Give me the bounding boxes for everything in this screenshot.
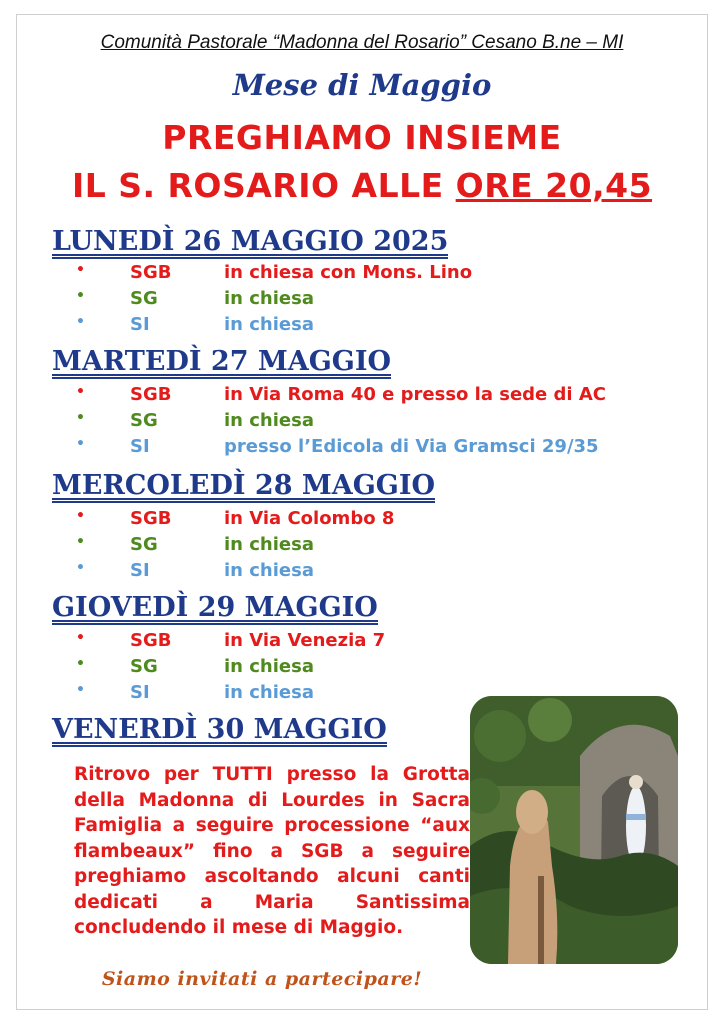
headline-pray-together: PREGHIAMO INSIEME [162, 118, 562, 157]
parish-code: SI [130, 560, 150, 581]
day-title-tuesday [52, 346, 391, 377]
location: in chiesa [224, 682, 314, 703]
parish-code: SI [130, 314, 150, 335]
headline-rosary-hour: ORE 20,45 [455, 166, 653, 205]
location: in chiesa [224, 534, 314, 555]
parish-code: SGB [130, 508, 172, 529]
parish-code: SG [130, 656, 158, 677]
location: in chiesa [224, 560, 314, 581]
day-title-wednesday [52, 470, 435, 501]
day-title-friday [52, 714, 387, 745]
friday-description: Ritrovo per TUTTI presso la Grotta della Madonna di Lourdes in Sacra Famiglia a seguire processione “aux flambeaux” fino a SGB a seguire preghiamo ascoltando alcuni canti dedicati a Maria Santissima concludendo il mese di Maggio. [74, 764, 470, 938]
parish-code: SG [130, 288, 158, 309]
invitation-text: Siamo invitati a partecipare! [101, 968, 423, 990]
headline-rosary-time [0, 166, 724, 205]
parish-code: SG [130, 534, 158, 555]
bullet: • [76, 656, 85, 672]
bullet: • [76, 508, 85, 524]
bullet: • [76, 288, 85, 304]
headline-rosary-prefix: IL S. ROSARIO ALLE [71, 166, 456, 205]
location: in chiesa con Mons. Lino [224, 262, 473, 283]
bullet: • [76, 436, 85, 452]
community-name: Comunità Pastorale “Madonna del Rosario” Cesano B.ne – MI [100, 32, 624, 53]
location: in chiesa [224, 288, 314, 309]
title-underline [52, 254, 448, 259]
parish-code: SG [130, 410, 158, 431]
title-underline [52, 374, 391, 379]
parish-code: SI [130, 682, 150, 703]
title-underline [52, 498, 435, 503]
title-underline [52, 620, 378, 625]
day-title-text: MARTEDÌ 27 MAGGIO [52, 346, 391, 377]
day-title-text: VENERDÌ 30 MAGGIO [52, 714, 387, 745]
location: in Via Venezia 7 [224, 630, 386, 651]
grotto-photo [470, 696, 678, 964]
parish-code: SGB [130, 262, 172, 283]
parish-code: SI [130, 436, 150, 457]
parish-code: SGB [130, 630, 172, 651]
month-title: Mese di Maggio [232, 68, 492, 102]
day-title-monday [52, 226, 448, 257]
bullet: • [76, 384, 85, 400]
day-title-text: GIOVEDÌ 29 MAGGIO [52, 592, 378, 623]
day-title-thursday [52, 592, 378, 623]
location: in Via Colombo 8 [224, 508, 395, 529]
location: in chiesa [224, 314, 314, 335]
bullet: • [76, 560, 85, 576]
title-underline [52, 742, 387, 747]
day-title-text: MERCOLEDÌ 28 MAGGIO [52, 470, 435, 501]
bullet: • [76, 630, 85, 646]
bullet: • [76, 314, 85, 330]
location: in chiesa [224, 410, 314, 431]
day-title-text: LUNEDÌ 26 MAGGIO 2025 [52, 226, 449, 257]
location: in chiesa [224, 656, 314, 677]
bullet: • [76, 682, 85, 698]
location: presso l’Edicola di Via Gramsci 29/35 [224, 436, 599, 457]
bullet: • [76, 410, 85, 426]
bullet: • [76, 534, 85, 550]
parish-code: SGB [130, 384, 172, 405]
bullet: • [76, 262, 85, 278]
location: in Via Roma 40 e presso la sede di AC [224, 384, 606, 405]
